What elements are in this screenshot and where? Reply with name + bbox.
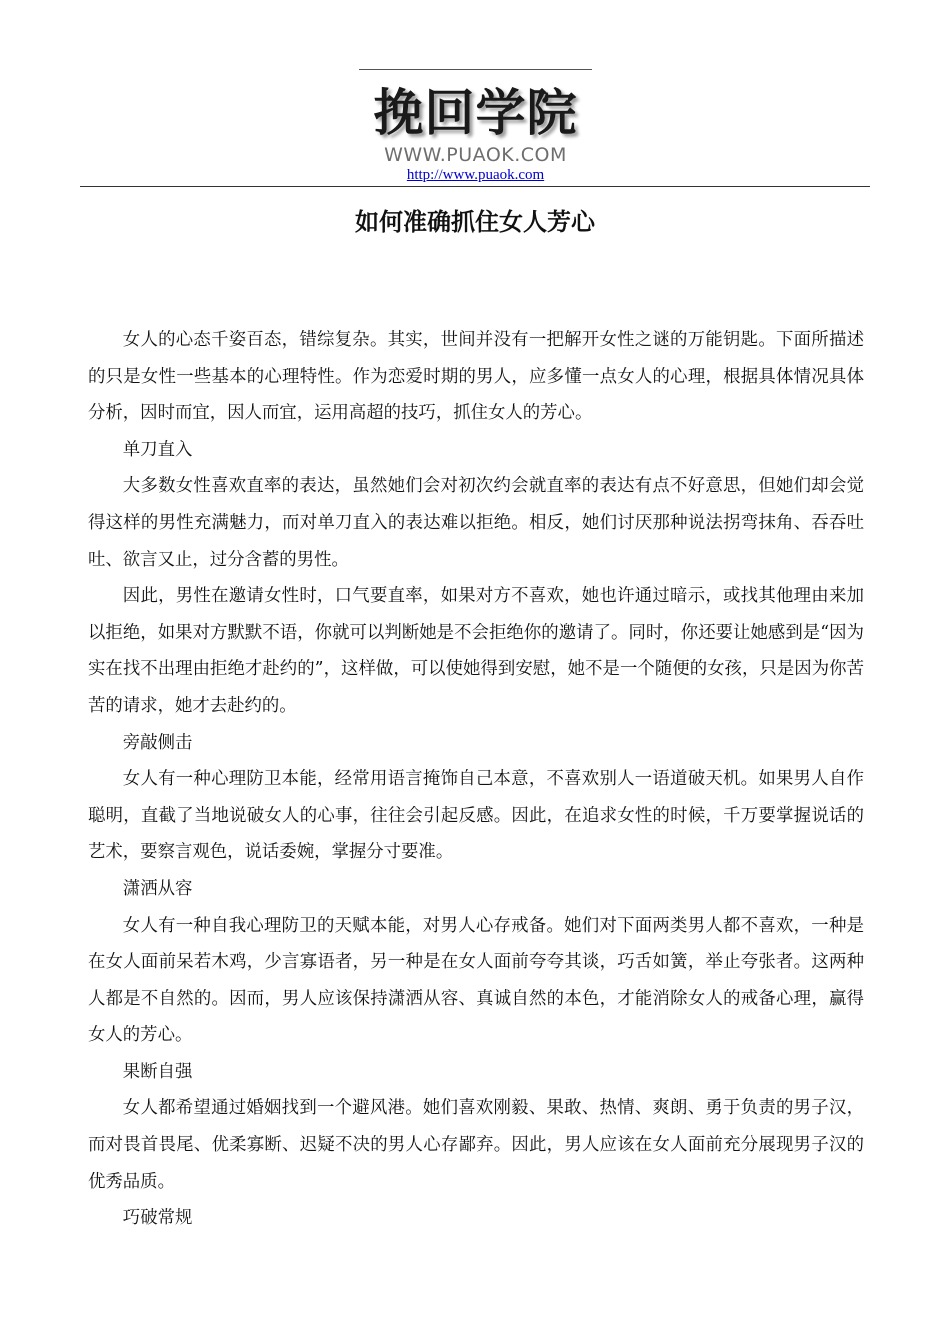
header-divider <box>80 186 870 187</box>
document-body <box>88 322 864 1237</box>
section-heading: 单刀直入 <box>122 439 193 460</box>
document-title: 如何准确抓住女人芳心 <box>355 208 595 236</box>
section-heading: 巧破常规 <box>122 1208 193 1229</box>
site-logo-domain: WWW.PUAOK.COM <box>384 144 567 166</box>
logo-top-rule <box>359 69 592 70</box>
page-header <box>80 66 870 188</box>
body-paragraph: 大多数女性喜欢直率的表达，虽然她们会对初次约会就直率的表达有点不好意思，但她们却会觉得这样的男性充满魅力，而对单刀直入的表达难以拒绝。相反，她们讨厌那种说法拐弯抹角、吞吞吐吐、欲言又止，过分含蓄的男性。 <box>88 476 864 570</box>
body-paragraph: 女人有一种心理防卫本能，经常用语言掩饰自己本意，不喜欢别人一语道破天机。如果男人自作聪明，直截了当地说破女人的心事，往往会引起反感。因此，在追求女性的时候，千万要掌握说话的艺术，要察言观色，说话委婉，掌握分寸要准。 <box>88 769 864 863</box>
section-heading: 旁敲侧击 <box>122 732 193 753</box>
section-heading: 果断自强 <box>122 1061 193 1082</box>
body-paragraph: 女人有一种自我心理防卫的天赋本能，对男人心存戒备。她们对下面两类男人都不喜欢，一种是在女人面前呆若木鸡，少言寡语者，另一种是在女人面前夸夸其谈，巧舌如簧，举止夸张者。这两种人都是不自然的。因而，男人应该保持潇洒从容、真诚自然的本色，才能消除女人的戒备心理，赢得女人的芳心。 <box>88 915 864 1046</box>
section-heading: 潇洒从容 <box>122 878 193 899</box>
intro-paragraph: 女人的心态千姿百态，错综复杂。其实，世间并没有一把解开女性之谜的万能钥匙。下面所描述的只是女性一些基本的心理特性。作为恋爱时期的男人，应多懂一点女人的心理，根据具体情况具体分析，因时而宜，因人而宜，运用高超的技巧，抓住女人的芳心。 <box>88 330 864 424</box>
site-logo: 挽回学院 <box>373 84 578 142</box>
site-url-link[interactable]: http://www.puaok.com <box>406 167 545 183</box>
body-paragraph: 因此，男性在邀请女性时，口气要直率，如果对方不喜欢，她也许通过暗示，或找其他理由来加以拒绝，如果对方默默不语，你就可以判断她是不会拒绝你的邀请了。同时，你还要让她感到是“因为实在找不出理由拒绝才赴约的”，这样做，可以使她得到安慰，她不是一个随便的女孩，只是因为你苦苦的请求，她才去赴约的。 <box>88 586 864 716</box>
body-paragraph: 女人都希望通过婚姻找到一个避风港。她们喜欢刚毅、果敢、热情、爽朗、勇于负责的男子汉，而对畏首畏尾、优柔寡断、迟疑不决的男人心存鄙弃。因此，男人应该在女人面前充分展现男子汉的优秀品质。 <box>88 1098 864 1192</box>
